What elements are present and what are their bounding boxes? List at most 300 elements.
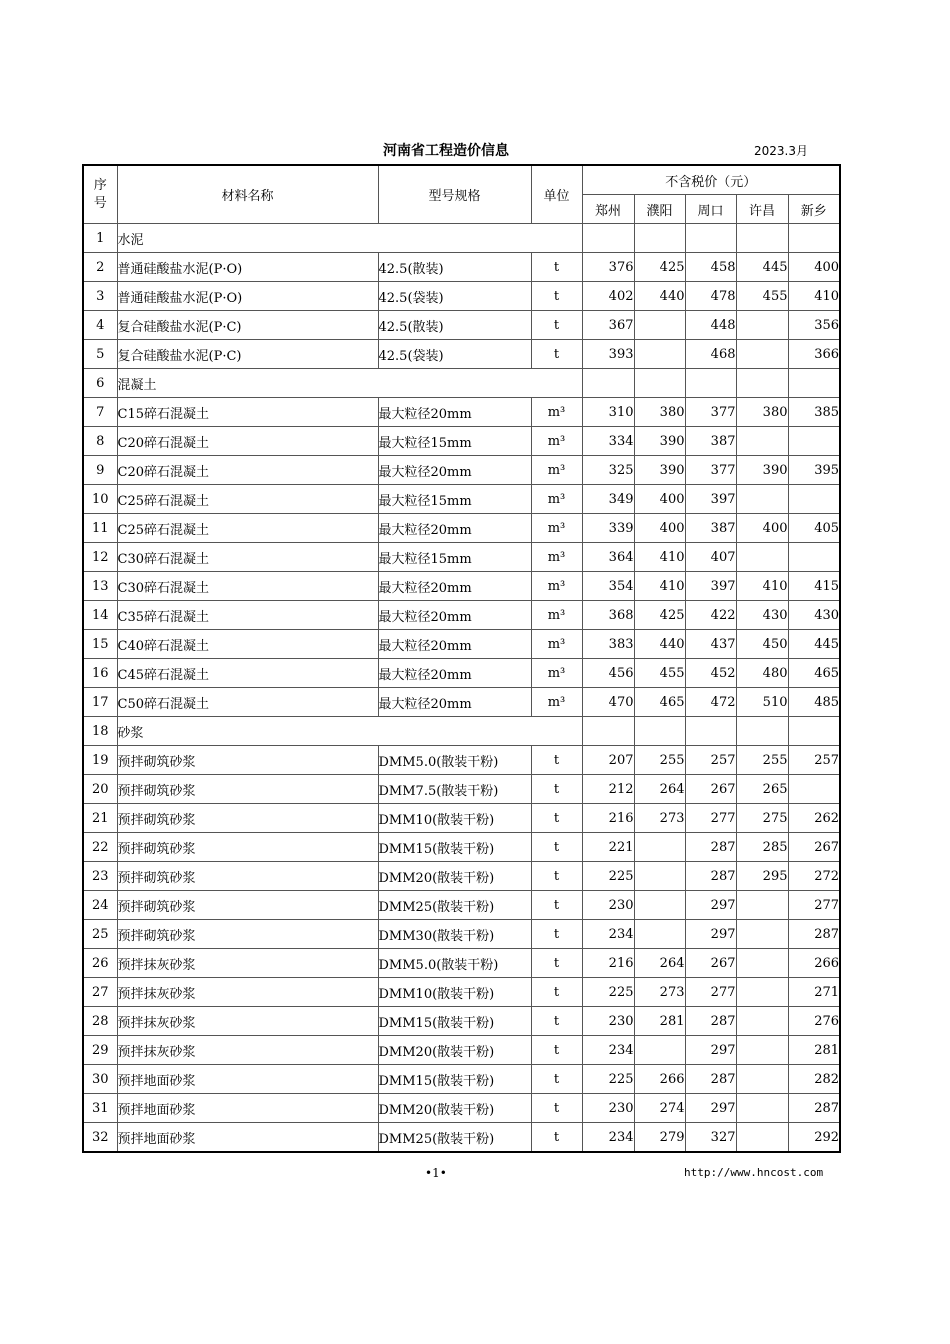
unit: m³ [531, 514, 582, 543]
price-cell [736, 427, 788, 456]
price-cell: 407 [685, 543, 736, 572]
price-cell: 273 [634, 804, 685, 833]
material-name: 预拌地面砂浆 [117, 1123, 378, 1153]
price-cell: 390 [634, 456, 685, 485]
price-cell: 234 [582, 1123, 634, 1153]
material-name: 预拌砌筑砂浆 [117, 920, 378, 949]
price-cell: 455 [634, 659, 685, 688]
price-cell: 273 [634, 978, 685, 1007]
row-index: 17 [83, 688, 117, 717]
price-cell [736, 920, 788, 949]
price-cell: 450 [736, 630, 788, 659]
price-cell [788, 369, 840, 398]
material-spec: DMM20(散装干粉) [378, 862, 531, 891]
price-cell: 277 [685, 804, 736, 833]
table-row [83, 891, 840, 920]
price-cell: 455 [736, 282, 788, 311]
unit: m³ [531, 659, 582, 688]
price-cell: 445 [788, 630, 840, 659]
material-name: 预拌地面砂浆 [117, 1094, 378, 1123]
price-cell [685, 369, 736, 398]
price-cell [736, 891, 788, 920]
table-row [83, 1007, 840, 1036]
price-cell [788, 543, 840, 572]
price-cell: 230 [582, 891, 634, 920]
price-cell: 275 [736, 804, 788, 833]
price-cell: 410 [634, 572, 685, 601]
material-spec: 最大粒径20mm [378, 659, 531, 688]
material-spec: DMM5.0(散装干粉) [378, 949, 531, 978]
material-spec: 42.5(散装) [378, 311, 531, 340]
material-spec: 最大粒径20mm [378, 630, 531, 659]
material-spec: DMM25(散装干粉) [378, 891, 531, 920]
header-material-name: 材料名称 [117, 165, 378, 224]
table-row [83, 1065, 840, 1094]
price-cell: 390 [634, 427, 685, 456]
price-cell: 448 [685, 311, 736, 340]
material-name: 普通硅酸盐水泥(P·O) [117, 253, 378, 282]
price-cell [788, 485, 840, 514]
material-name: C45碎石混凝土 [117, 659, 378, 688]
price-cell: 400 [736, 514, 788, 543]
row-index: 32 [83, 1123, 117, 1153]
material-name: 预拌抹灰砂浆 [117, 949, 378, 978]
price-cell: 287 [685, 862, 736, 891]
unit: t [531, 311, 582, 340]
material-spec: 42.5(袋装) [378, 340, 531, 369]
price-cell: 297 [685, 891, 736, 920]
table-row [83, 485, 840, 514]
price-cell: 267 [788, 833, 840, 862]
table-row [83, 427, 840, 456]
table-row [83, 456, 840, 485]
material-name: 预拌砌筑砂浆 [117, 862, 378, 891]
header-city: 濮阳 [634, 195, 685, 224]
material-spec: 最大粒径20mm [378, 398, 531, 427]
material-spec: DMM20(散装干粉) [378, 1094, 531, 1123]
material-name: 预拌砌筑砂浆 [117, 804, 378, 833]
row-index: 16 [83, 659, 117, 688]
table-row [83, 543, 840, 572]
price-cell: 366 [788, 340, 840, 369]
material-spec: 最大粒径20mm [378, 688, 531, 717]
price-cell [736, 369, 788, 398]
price-cell: 425 [634, 601, 685, 630]
row-index: 8 [83, 427, 117, 456]
price-cell: 400 [788, 253, 840, 282]
price-cell: 287 [685, 833, 736, 862]
row-index: 27 [83, 978, 117, 1007]
unit: t [531, 775, 582, 804]
price-cell: 354 [582, 572, 634, 601]
table-row [83, 978, 840, 1007]
price-cell: 440 [634, 282, 685, 311]
price-cell: 277 [788, 891, 840, 920]
material-name: 预拌砌筑砂浆 [117, 775, 378, 804]
unit: t [531, 920, 582, 949]
price-cell [634, 891, 685, 920]
unit: m³ [531, 688, 582, 717]
row-index: 31 [83, 1094, 117, 1123]
table-row [83, 572, 840, 601]
price-cell: 255 [736, 746, 788, 775]
price-cell: 387 [685, 427, 736, 456]
price-cell [634, 224, 685, 253]
table-row [83, 804, 840, 833]
price-cell: 266 [788, 949, 840, 978]
unit: t [531, 1123, 582, 1153]
row-index: 19 [83, 746, 117, 775]
price-cell: 225 [582, 862, 634, 891]
row-index: 23 [83, 862, 117, 891]
price-cell [736, 224, 788, 253]
price-cell: 468 [685, 340, 736, 369]
price-cell: 267 [685, 949, 736, 978]
material-spec: 最大粒径20mm [378, 456, 531, 485]
row-index: 9 [83, 456, 117, 485]
material-spec: DMM5.0(散装干粉) [378, 746, 531, 775]
row-index: 14 [83, 601, 117, 630]
price-cell [736, 1065, 788, 1094]
price-cell: 376 [582, 253, 634, 282]
material-name: C20碎石混凝土 [117, 456, 378, 485]
price-cell: 458 [685, 253, 736, 282]
price-cell: 400 [634, 485, 685, 514]
material-name: C50碎石混凝土 [117, 688, 378, 717]
price-cell: 367 [582, 311, 634, 340]
unit: t [531, 1007, 582, 1036]
material-name: 预拌抹灰砂浆 [117, 1007, 378, 1036]
issue-date: 2023.3月 [754, 144, 808, 158]
category-label: 水泥 [117, 224, 582, 253]
price-cell: 287 [788, 1094, 840, 1123]
price-cell: 430 [736, 601, 788, 630]
price-cell: 257 [788, 746, 840, 775]
unit: t [531, 804, 582, 833]
unit: m³ [531, 601, 582, 630]
price-cell [736, 485, 788, 514]
price-cell: 285 [736, 833, 788, 862]
material-spec: 最大粒径20mm [378, 514, 531, 543]
price-cell [736, 1007, 788, 1036]
table-row [83, 311, 840, 340]
price-cell [736, 949, 788, 978]
table-row [83, 775, 840, 804]
header-city: 许昌 [736, 195, 788, 224]
price-cell: 380 [634, 398, 685, 427]
price-cell: 212 [582, 775, 634, 804]
row-index: 25 [83, 920, 117, 949]
header-city: 新乡 [788, 195, 840, 224]
price-cell: 422 [685, 601, 736, 630]
price-cell: 234 [582, 920, 634, 949]
unit: t [531, 1065, 582, 1094]
unit: m³ [531, 630, 582, 659]
price-cell: 267 [685, 775, 736, 804]
row-index: 29 [83, 1036, 117, 1065]
category-row [83, 717, 840, 746]
row-index: 13 [83, 572, 117, 601]
price-cell: 402 [582, 282, 634, 311]
row-index: 1 [83, 224, 117, 253]
price-cell [582, 369, 634, 398]
price-cell: 310 [582, 398, 634, 427]
price-cell: 207 [582, 746, 634, 775]
price-cell: 415 [788, 572, 840, 601]
price-cell: 225 [582, 978, 634, 1007]
price-cell: 437 [685, 630, 736, 659]
row-index: 24 [83, 891, 117, 920]
price-cell: 425 [634, 253, 685, 282]
price-cell: 393 [582, 340, 634, 369]
material-spec: 最大粒径15mm [378, 543, 531, 572]
unit: t [531, 746, 582, 775]
price-cell: 397 [685, 485, 736, 514]
price-cell: 255 [634, 746, 685, 775]
material-spec: 最大粒径20mm [378, 601, 531, 630]
header-spec: 型号规格 [378, 165, 531, 224]
price-cell [736, 311, 788, 340]
unit: m³ [531, 398, 582, 427]
table-row [83, 833, 840, 862]
table-row [83, 398, 840, 427]
price-cell: 387 [685, 514, 736, 543]
unit: m³ [531, 427, 582, 456]
table-row [83, 1123, 840, 1153]
material-name: C25碎石混凝土 [117, 485, 378, 514]
material-name: C30碎石混凝土 [117, 572, 378, 601]
price-cell: 470 [582, 688, 634, 717]
material-name: 预拌砌筑砂浆 [117, 746, 378, 775]
price-cell: 325 [582, 456, 634, 485]
price-cell: 397 [685, 572, 736, 601]
price-cell [788, 775, 840, 804]
price-cell [582, 224, 634, 253]
table-row [83, 1094, 840, 1123]
price-cell: 264 [634, 949, 685, 978]
price-cell: 272 [788, 862, 840, 891]
material-name: C35碎石混凝土 [117, 601, 378, 630]
row-index: 2 [83, 253, 117, 282]
price-cell: 400 [634, 514, 685, 543]
price-cell [634, 833, 685, 862]
price-cell: 287 [685, 1065, 736, 1094]
unit: t [531, 978, 582, 1007]
unit: m³ [531, 456, 582, 485]
category-row [83, 369, 840, 398]
page-title: 河南省工程造价信息 [383, 143, 509, 159]
price-cell: 465 [788, 659, 840, 688]
material-spec: DMM10(散装干粉) [378, 804, 531, 833]
table-row [83, 862, 840, 891]
material-name: 预拌砌筑砂浆 [117, 833, 378, 862]
price-cell: 368 [582, 601, 634, 630]
header-city: 周口 [685, 195, 736, 224]
price-cell [634, 311, 685, 340]
material-name: C20碎石混凝土 [117, 427, 378, 456]
table-row [83, 746, 840, 775]
unit: m³ [531, 485, 582, 514]
header-price-group: 不含税价（元） [582, 165, 840, 195]
row-index: 15 [83, 630, 117, 659]
price-cell: 279 [634, 1123, 685, 1153]
row-index: 30 [83, 1065, 117, 1094]
material-name: C30碎石混凝土 [117, 543, 378, 572]
unit: t [531, 949, 582, 978]
price-cell: 377 [685, 398, 736, 427]
row-index: 11 [83, 514, 117, 543]
unit: t [531, 1036, 582, 1065]
unit: t [531, 340, 582, 369]
table-row [83, 1036, 840, 1065]
price-cell: 297 [685, 1036, 736, 1065]
price-cell: 265 [736, 775, 788, 804]
price-cell: 234 [582, 1036, 634, 1065]
price-cell: 410 [634, 543, 685, 572]
price-cell: 216 [582, 949, 634, 978]
price-cell: 480 [736, 659, 788, 688]
price-cell: 349 [582, 485, 634, 514]
price-cell: 287 [788, 920, 840, 949]
table-row [83, 630, 840, 659]
row-index: 7 [83, 398, 117, 427]
price-cell: 405 [788, 514, 840, 543]
price-cell [634, 862, 685, 891]
material-spec: 最大粒径15mm [378, 485, 531, 514]
price-cell: 295 [736, 862, 788, 891]
price-cell: 478 [685, 282, 736, 311]
price-cell: 334 [582, 427, 634, 456]
row-index: 28 [83, 1007, 117, 1036]
price-cell: 230 [582, 1094, 634, 1123]
unit: m³ [531, 572, 582, 601]
price-cell: 287 [685, 1007, 736, 1036]
material-name: 预拌抹灰砂浆 [117, 1036, 378, 1065]
price-cell: 282 [788, 1065, 840, 1094]
page-number: •1• [425, 1166, 447, 1180]
material-spec: DMM15(散装干粉) [378, 1007, 531, 1036]
website-url[interactable]: http://www.hncost.com [684, 1166, 824, 1179]
row-index: 21 [83, 804, 117, 833]
price-cell: 356 [788, 311, 840, 340]
table-body [83, 224, 840, 1153]
price-cell: 216 [582, 804, 634, 833]
price-cell: 395 [788, 456, 840, 485]
material-spec: DMM15(散装干粉) [378, 1065, 531, 1094]
price-cell: 430 [788, 601, 840, 630]
row-index: 10 [83, 485, 117, 514]
table-row [83, 253, 840, 282]
unit: t [531, 253, 582, 282]
table-row [83, 340, 840, 369]
price-cell [736, 978, 788, 1007]
price-cell: 225 [582, 1065, 634, 1094]
row-index: 20 [83, 775, 117, 804]
price-cell [736, 1123, 788, 1153]
material-spec: DMM20(散装干粉) [378, 1036, 531, 1065]
price-cell: 385 [788, 398, 840, 427]
material-spec: 42.5(袋装) [378, 282, 531, 311]
price-cell [736, 1036, 788, 1065]
price-cell: 230 [582, 1007, 634, 1036]
price-table [82, 164, 841, 1153]
price-cell: 271 [788, 978, 840, 1007]
unit: t [531, 282, 582, 311]
material-spec: DMM7.5(散装干粉) [378, 775, 531, 804]
table-row [83, 659, 840, 688]
price-cell [685, 717, 736, 746]
price-cell: 281 [634, 1007, 685, 1036]
price-cell: 257 [685, 746, 736, 775]
price-cell [788, 717, 840, 746]
table-row [83, 514, 840, 543]
price-cell: 380 [736, 398, 788, 427]
material-spec: 最大粒径20mm [378, 572, 531, 601]
table-row [83, 920, 840, 949]
unit: t [531, 862, 582, 891]
price-cell [736, 717, 788, 746]
unit: t [531, 833, 582, 862]
price-cell: 364 [582, 543, 634, 572]
material-name: C40碎石混凝土 [117, 630, 378, 659]
price-cell: 472 [685, 688, 736, 717]
material-name: C15碎石混凝土 [117, 398, 378, 427]
price-cell: 276 [788, 1007, 840, 1036]
category-row [83, 224, 840, 253]
price-cell: 221 [582, 833, 634, 862]
price-cell [788, 224, 840, 253]
price-cell: 266 [634, 1065, 685, 1094]
price-cell [582, 717, 634, 746]
unit: t [531, 891, 582, 920]
price-cell [634, 369, 685, 398]
price-cell: 277 [685, 978, 736, 1007]
row-index: 12 [83, 543, 117, 572]
price-cell [736, 543, 788, 572]
material-spec: 42.5(散装) [378, 253, 531, 282]
price-cell: 262 [788, 804, 840, 833]
row-index: 3 [83, 282, 117, 311]
header-unit: 单位 [531, 165, 582, 224]
price-cell [685, 224, 736, 253]
price-cell: 410 [788, 282, 840, 311]
price-cell: 292 [788, 1123, 840, 1153]
price-cell: 297 [685, 920, 736, 949]
price-cell: 452 [685, 659, 736, 688]
price-cell [634, 920, 685, 949]
material-spec: DMM10(散装干粉) [378, 978, 531, 1007]
category-label: 混凝土 [117, 369, 582, 398]
unit: m³ [531, 543, 582, 572]
category-label: 砂浆 [117, 717, 582, 746]
price-cell [634, 717, 685, 746]
table-row [83, 688, 840, 717]
table-row [83, 949, 840, 978]
material-name: 预拌地面砂浆 [117, 1065, 378, 1094]
table-row [83, 282, 840, 311]
price-cell [788, 427, 840, 456]
material-name: 普通硅酸盐水泥(P·O) [117, 282, 378, 311]
material-spec: DMM30(散装干粉) [378, 920, 531, 949]
row-index: 18 [83, 717, 117, 746]
row-index: 22 [83, 833, 117, 862]
price-cell: 377 [685, 456, 736, 485]
material-name: 预拌抹灰砂浆 [117, 978, 378, 1007]
header-index: 序号 [83, 165, 117, 224]
price-cell: 327 [685, 1123, 736, 1153]
row-index: 5 [83, 340, 117, 369]
price-cell: 485 [788, 688, 840, 717]
